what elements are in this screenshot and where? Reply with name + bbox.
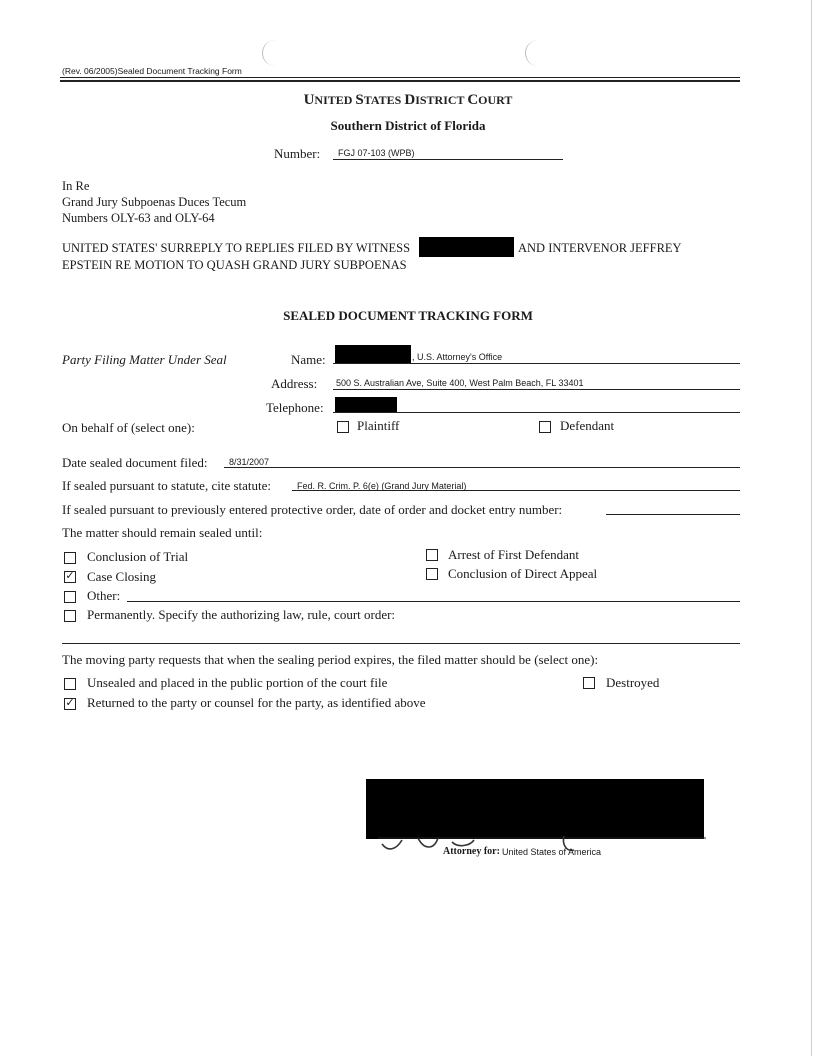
attorney-for-value: United States of America bbox=[502, 847, 602, 857]
arrest-label: Arrest of First Defendant bbox=[448, 547, 580, 562]
in-re-line2: Grand Jury Subpoenas Duces Tecum bbox=[62, 195, 247, 209]
other-checkbox[interactable] bbox=[64, 591, 76, 603]
direct-appeal-checkbox[interactable] bbox=[426, 568, 438, 580]
form-title: SEALED DOCUMENT TRACKING FORM bbox=[283, 308, 533, 323]
conclusion-trial-checkbox[interactable] bbox=[64, 552, 76, 564]
returned-checkbox[interactable]: ✓ bbox=[65, 696, 75, 709]
plaintiff-label: Plaintiff bbox=[357, 418, 400, 433]
number-label: Number: bbox=[274, 146, 321, 161]
statute-label: If sealed pursuant to statute, cite statute: bbox=[62, 478, 272, 493]
in-re-line1: In Re bbox=[62, 179, 90, 193]
expiry-label: The moving party requests that when the sealing period expires, the filed matter should be (select one): bbox=[62, 652, 599, 667]
name-label: Name: bbox=[291, 352, 326, 367]
date-filed-underline bbox=[224, 467, 740, 468]
statute-underline bbox=[292, 490, 740, 491]
defendant-label: Defendant bbox=[560, 418, 615, 433]
party-label: Party Filing Matter Under Seal bbox=[62, 352, 227, 367]
protective-label: If sealed pursuant to previously entered protective order, date of order and docket entry number: bbox=[62, 502, 563, 517]
plaintiff-checkbox[interactable] bbox=[337, 421, 349, 433]
name-value: , U.S. Attorney's Office bbox=[412, 352, 503, 362]
redaction-telephone bbox=[335, 397, 397, 413]
permanently-checkbox[interactable] bbox=[64, 610, 76, 622]
date-filed-label: Date sealed document filed: bbox=[62, 455, 208, 470]
telephone-underline bbox=[333, 412, 740, 413]
telephone-label: Telephone: bbox=[266, 400, 324, 415]
redaction-signature bbox=[366, 779, 704, 839]
behalf-label: On behalf of (select one): bbox=[62, 420, 195, 435]
address-label: Address: bbox=[271, 376, 318, 391]
number-underline bbox=[333, 159, 563, 160]
direct-appeal-label: Conclusion of Direct Appeal bbox=[448, 566, 598, 581]
scan-edge bbox=[811, 0, 812, 1056]
permanently-underline bbox=[62, 643, 740, 644]
form-revision: (Rev. 06/2005)Sealed Document Tracking Form bbox=[62, 66, 242, 76]
court-name: UNITED STATES DISTRICT COURT bbox=[303, 92, 513, 108]
other-label: Other: bbox=[87, 588, 121, 603]
address-underline bbox=[333, 389, 740, 390]
header-rule-bottom bbox=[60, 80, 740, 82]
name-underline bbox=[333, 363, 740, 364]
case-title-part1: UNITED STATES' SURREPLY TO REPLIES FILED BY WITNESS bbox=[62, 241, 411, 255]
destroyed-checkbox[interactable] bbox=[583, 677, 595, 689]
number-value: FGJ 07-103 (WPB) bbox=[338, 148, 415, 158]
unsealed-label: Unsealed and placed in the public portion of the court file bbox=[87, 675, 388, 690]
case-closing-label: Case Closing bbox=[87, 569, 156, 584]
unsealed-checkbox[interactable] bbox=[64, 678, 76, 690]
permanently-label: Permanently. Specify the authorizing law, rule, court order: bbox=[87, 607, 396, 622]
date-filed-value: 8/31/2007 bbox=[229, 457, 270, 467]
scan-artifact-right bbox=[525, 40, 540, 66]
case-title-line2: EPSTEIN RE MOTION TO QUASH GRAND JURY SUBPOENAS bbox=[62, 258, 407, 272]
redaction-witness bbox=[419, 237, 514, 257]
sealed-until-label: The matter should remain sealed until: bbox=[62, 525, 263, 540]
case-closing-checkbox[interactable]: ✓ bbox=[65, 569, 75, 582]
arrest-checkbox[interactable] bbox=[426, 549, 438, 561]
destroyed-label: Destroyed bbox=[606, 675, 660, 690]
defendant-checkbox[interactable] bbox=[539, 421, 551, 433]
case-title-part2: AND INTERVENOR JEFFREY bbox=[518, 241, 682, 255]
other-underline bbox=[127, 601, 740, 602]
attorney-for-label: Attorney for: bbox=[443, 846, 500, 857]
protective-underline bbox=[606, 514, 740, 515]
returned-label: Returned to the party or counsel for the party, as identified above bbox=[87, 695, 426, 710]
header-rule-top bbox=[60, 77, 740, 78]
in-re-line3: Numbers OLY-63 and OLY-64 bbox=[62, 211, 215, 225]
conclusion-trial-label: Conclusion of Trial bbox=[87, 549, 189, 564]
address-value: 500 S. Australian Ave, Suite 400, West Palm Beach, FL 33401 bbox=[336, 378, 584, 388]
statute-value: Fed. R. Crim. P. 6(e) (Grand Jury Material) bbox=[297, 481, 467, 491]
court-district: Southern District of Florida bbox=[330, 118, 486, 133]
redaction-name bbox=[335, 345, 411, 363]
scan-artifact-left bbox=[262, 40, 277, 66]
